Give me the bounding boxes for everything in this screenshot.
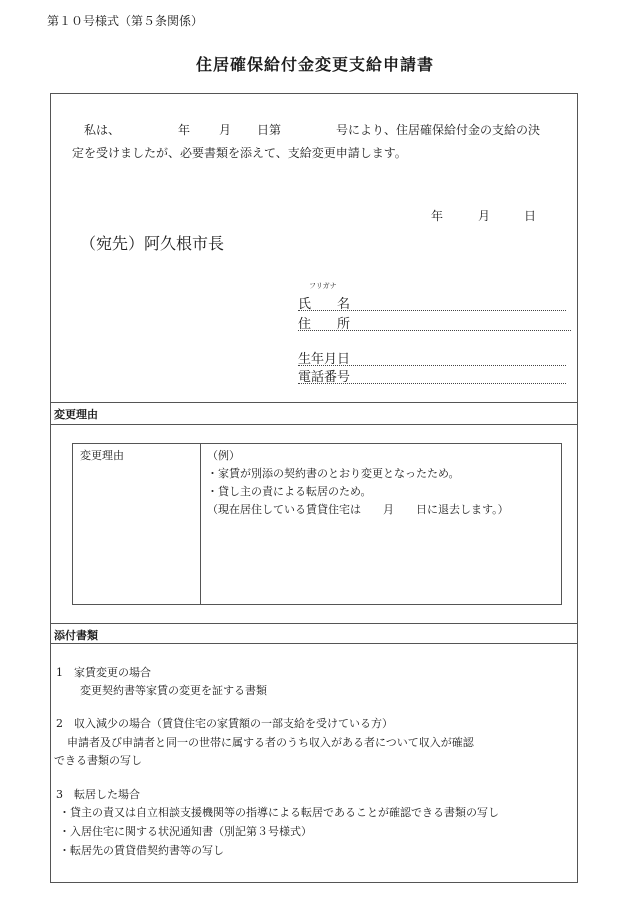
name-line [298, 310, 566, 311]
form-number: 第１０号様式（第５条関係） [47, 14, 204, 28]
phone-line [298, 383, 566, 384]
statement-month-label: 月 [219, 123, 232, 137]
statement-day-label: 日第 [257, 123, 282, 137]
submission-date-day: 日 [524, 209, 537, 223]
statement-line-2: 定を受けましたが、必要書類を添えて、支給変更申請します。 [72, 146, 407, 160]
attachment-item-3-bullet: ・入居住宅に関する状況通知書（別記第３号様式） [59, 825, 312, 838]
change-reason-cell-label: 変更理由 [80, 449, 124, 462]
divider [51, 402, 577, 403]
divider [51, 643, 577, 644]
change-reason-heading: 変更理由 [54, 408, 98, 421]
example-line: （現在居住している賃貸住宅は 月 日に退去します。） [207, 503, 509, 516]
birthdate-label: 生年月日 [298, 352, 351, 367]
attachment-item-3-bullet: ・貸主の責又は自立相談支援機関等の指導による転居であることが確認できる書類の写し [59, 806, 499, 819]
attachment-item-3-bullet: ・転居先の賃貸借契約書等の写し [59, 844, 224, 857]
change-reason-table [72, 443, 562, 605]
addressee: （宛先）阿久根市長 [80, 234, 225, 253]
attachment-item-2-title: 2 収入減少の場合（賃貸住宅の家賃額の一部支給を受けている方） [56, 717, 393, 730]
attachment-item-1-title: 1 家賃変更の場合 [56, 666, 151, 679]
attachment-item-1-detail: 変更契約書等家賃の変更を証する書類 [80, 684, 267, 697]
attachment-item-2-detail: 申請者及び申請者と同一の世帯に属する者のうち収入がある者について収入が確認 [67, 736, 474, 749]
address-label: 住 所 [298, 317, 351, 332]
table-divider [200, 444, 201, 604]
example-line: ・家賃が別添の契約書のとおり変更となったため。 [207, 467, 460, 480]
document-title: 住居確保給付金変更支給申請書 [195, 55, 434, 74]
statement-watashi: 私は、 [84, 123, 121, 137]
example-line: ・貸し主の責による転居のため。 [207, 485, 372, 498]
divider [51, 623, 577, 624]
phone-label: 電話番号 [298, 370, 351, 385]
statement-year-label: 年 [178, 123, 191, 137]
example-line: （例） [207, 449, 240, 462]
submission-date-year: 年 [431, 209, 444, 223]
furigana-label: フリガナ [309, 282, 337, 290]
attachment-item-2-detail-cont: できる書類の写し [54, 754, 142, 767]
divider [51, 424, 577, 425]
submission-date-month: 月 [478, 209, 491, 223]
application-form-frame [50, 93, 578, 883]
attachments-heading: 添付書類 [54, 629, 98, 642]
name-label: 氏 名 [298, 297, 351, 312]
attachment-item-3-title: 3 転居した場合 [56, 788, 140, 801]
statement-number-text: 号により、住居確保給付金の支給の決 [336, 123, 541, 137]
address-line [298, 330, 571, 331]
